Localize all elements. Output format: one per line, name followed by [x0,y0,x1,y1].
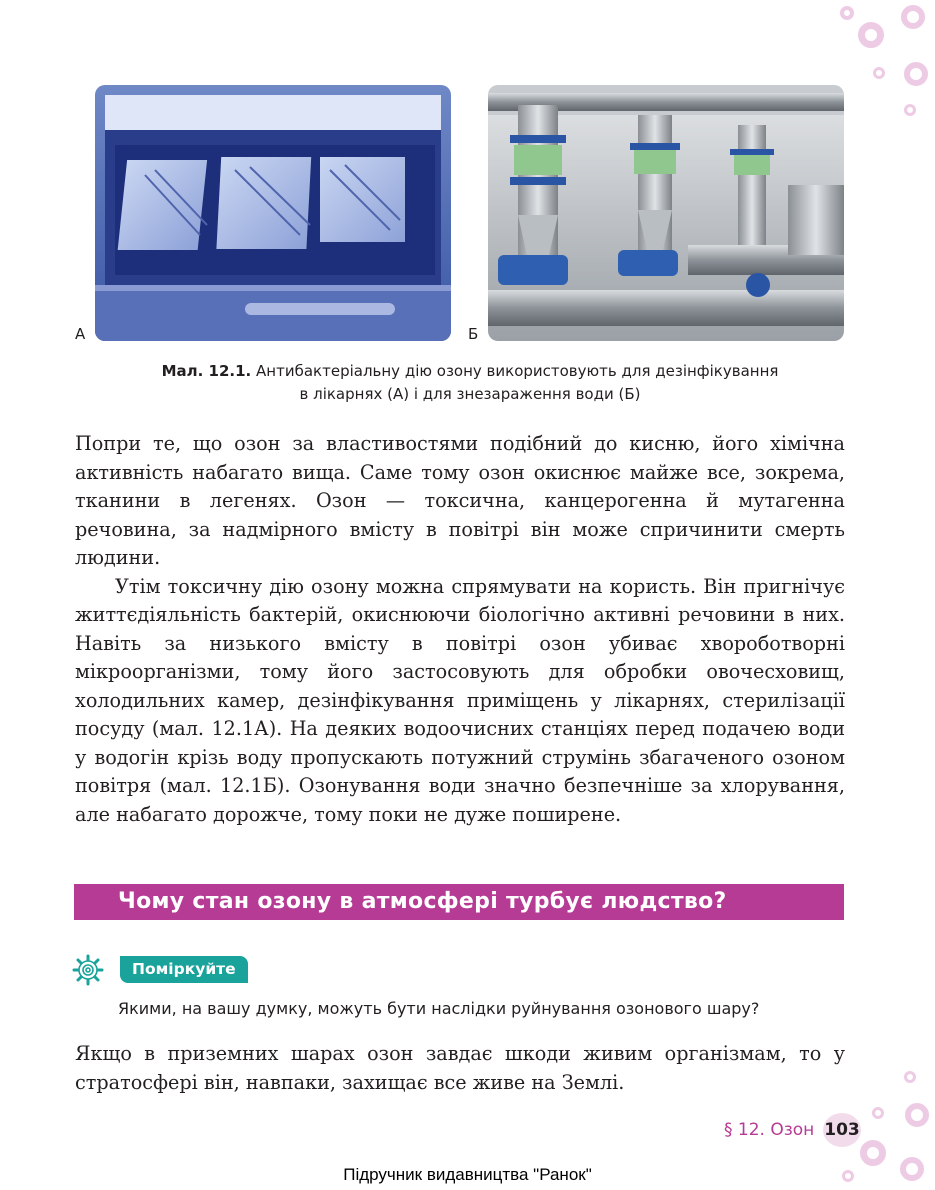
think-badge: Поміркуйте [120,956,248,983]
caption-line-1: Антибактеріальну дію озону використовують для дезінфікування [256,362,779,380]
body-text [75,430,845,829]
photo-uv-sterilizer [95,85,451,341]
footer-section-title: § 12. Озон [724,1120,815,1140]
publisher-line: Підручник видавництва "Ранок" [343,1165,592,1184]
paragraph-1: Попри те, що озон за властивостями подібний до кисню, його хімічна активність набагато вища. Саме тому озон окиснює майже все, зокрема, тканини в легенях. Озон — токсична, канцерогенна й мутагенна речовина, за надмірного вмісту в повітрі він може спричинити смерть людини. [75,432,845,569]
photo-water-treatment [488,85,844,341]
paragraph-3: Якщо в приземних шарах озон завдає шкоди живим організмам, то у стратосфері він, навпаки, захищає все живе на Землі. [75,1042,845,1094]
gear-icon [72,954,104,986]
photo-b-label: Б [468,325,479,343]
caption-line-2: в лікарнях (А) і для знезараження води (Б) [299,385,641,403]
page-number: 103 [823,1113,861,1147]
think-question: Якими, на вашу думку, можуть бути наслідки руйнування озонового шару? [118,999,760,1018]
photo-a-label: А [75,325,86,343]
paragraph-2: Утім токсичну дію озону можна спрямувати на користь. Він пригнічує життєдіяльність бактерій, окиснюючи біологічно активні речовини в них. Навіть за низького вмісту в повітрі озон убиває хвороботворні мікроорганізми, тому його застосовують для обробки овочесховищ, холодильних камер, дезінфікування приміщень у лікарнях, стерилізації посуду (мал. 12.1А). На деяких водоочисних станціях перед подачею води у водогін крізь воду пропускають потужний струмінь збагаченого озоном повітря (мал. 12.1Б). Озонування води значно безпечніше за хлорування, але набагато дорожче, тому поки не дуже поширене. [75,574,845,826]
caption-label: Мал. 12.1. [161,362,252,380]
body-text-after [75,1040,845,1097]
section-heading: Чому стан озону в атмосфері турбує людство? [74,884,844,920]
figure-caption [80,360,860,406]
